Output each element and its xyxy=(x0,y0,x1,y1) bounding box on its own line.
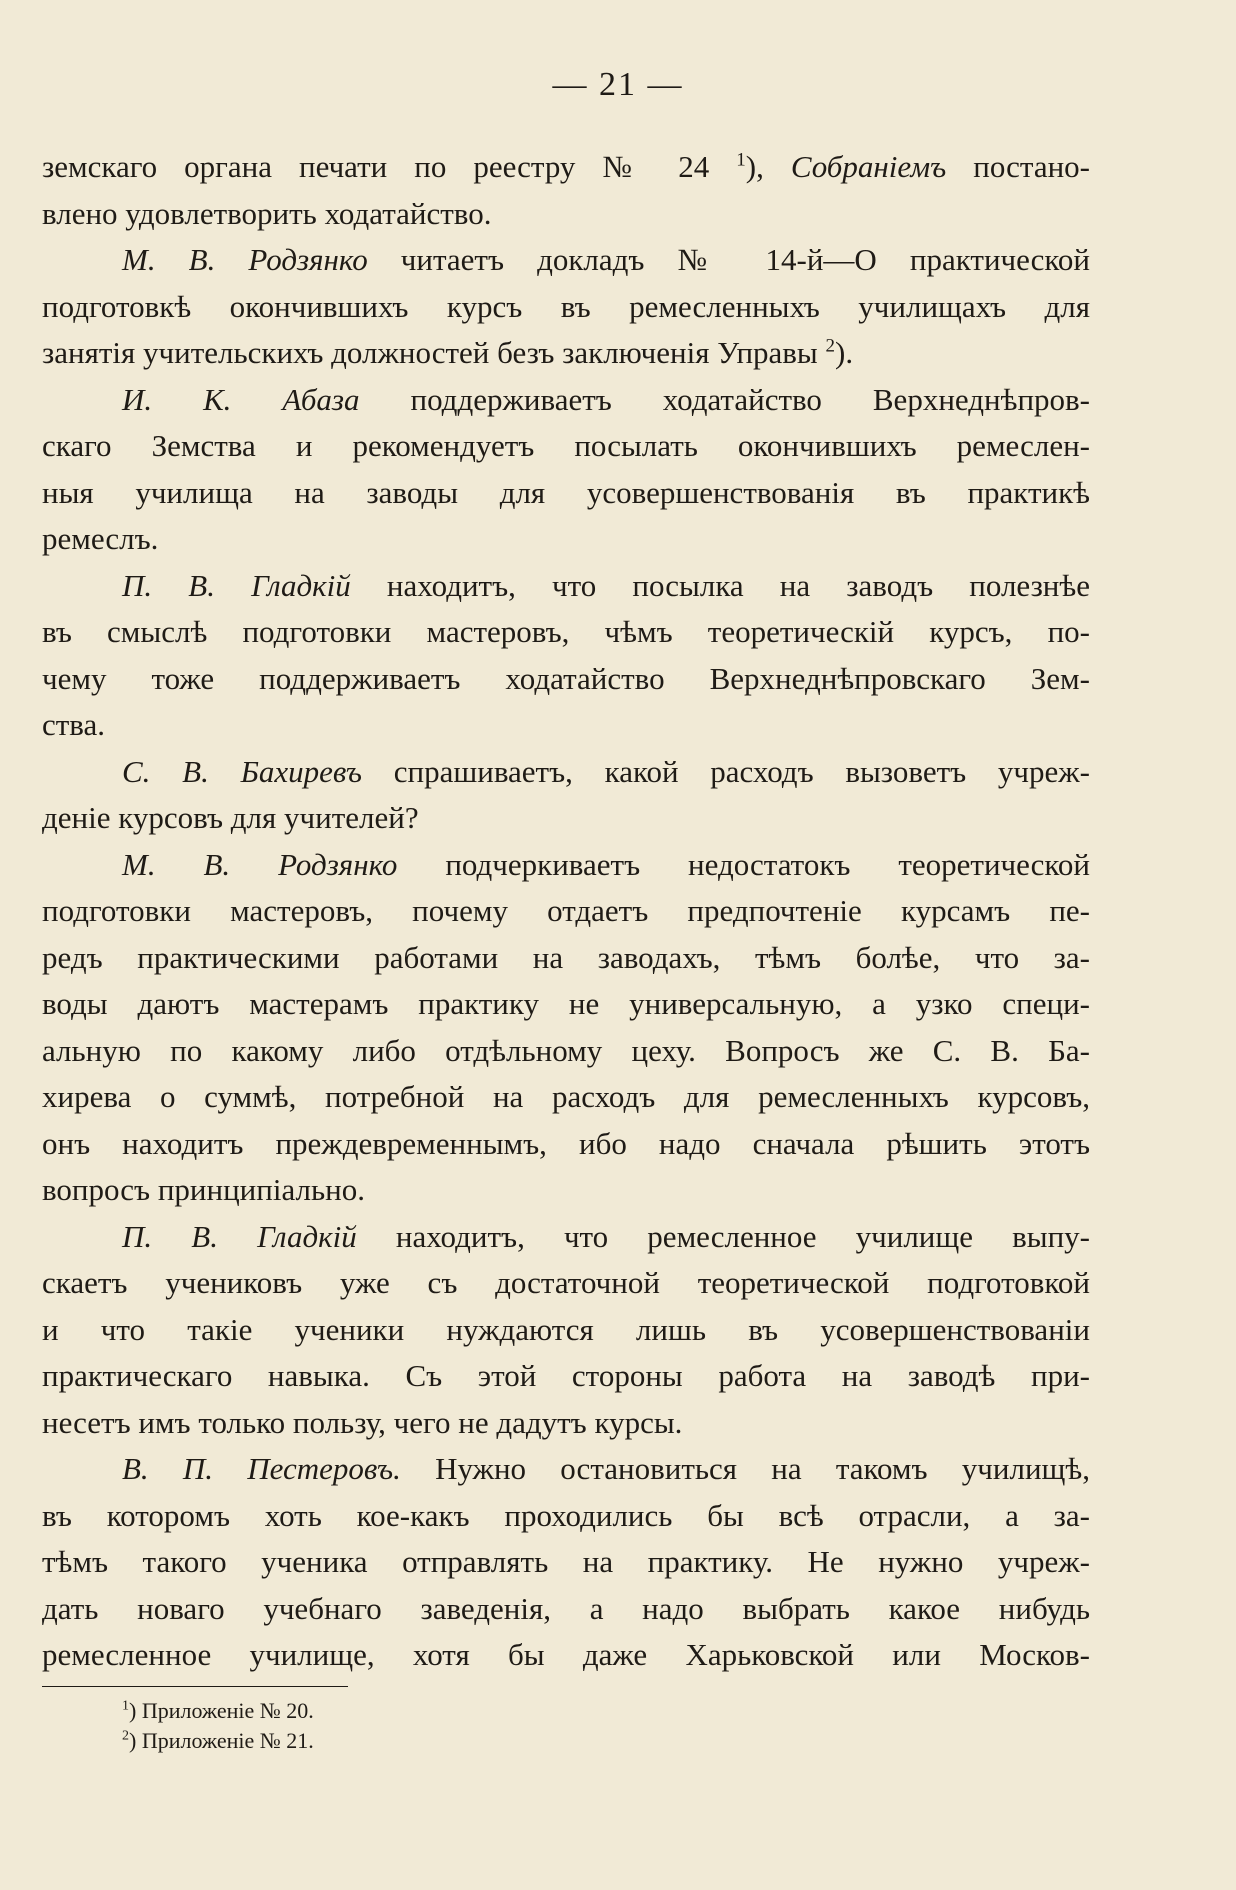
footnote xyxy=(122,1726,314,1756)
footnote-mark: 1 xyxy=(122,1698,129,1714)
text-line xyxy=(42,1400,1090,1447)
line-text: хирева о суммѣ, потребной на расходъ для ремесленныхъ курсовъ, xyxy=(42,1079,1090,1114)
speaker-name: М. В. Родзянко xyxy=(122,242,368,277)
text-line xyxy=(42,749,1090,796)
text-line xyxy=(42,423,1090,470)
footnote-mark: 2 xyxy=(122,1728,129,1744)
footnote-ref: 2 xyxy=(825,335,836,357)
line-text: скаго Земства и рекомендуетъ посылать окончившихъ ремеслен- xyxy=(42,428,1090,463)
line-text: онъ находитъ преждевременнымъ, ибо надо сначала рѣшить этотъ xyxy=(42,1125,1090,1161)
line-text: ремеслъ. xyxy=(42,521,159,556)
text-line xyxy=(42,1307,1090,1354)
text-line xyxy=(42,609,1090,656)
line-text: земскаго органа печати по реестру № 24 xyxy=(42,149,737,184)
line-text: ). xyxy=(835,335,854,370)
text-line xyxy=(42,237,1090,284)
footnote-ref: 1 xyxy=(736,149,746,171)
line-text: ства. xyxy=(42,707,106,742)
text-line xyxy=(42,191,1090,238)
text-line xyxy=(42,1260,1090,1307)
line-text: тѣмъ такого ученика отправлять на практику. Не нужно учреж- xyxy=(42,1544,1090,1579)
text-line xyxy=(42,795,1090,842)
line-text: деніе курсовъ для учителей? xyxy=(42,800,419,835)
line-text: альную по какому либо отдѣльному цеху. Вопросъ же С. В. Ба- xyxy=(42,1032,1090,1068)
text-line xyxy=(42,1028,1090,1075)
speaker-name: М. В. Родзянко xyxy=(122,846,398,882)
text-line xyxy=(42,284,1090,331)
line-text: читаетъ докладъ № 14-й—О практической xyxy=(367,242,1090,277)
text-line xyxy=(42,1632,1090,1679)
line-text: воды даютъ мастерамъ практику не универсальную, а узко специ- xyxy=(42,986,1090,1021)
line-text: редъ практическими работами на заводахъ, тѣмъ болѣе, что за- xyxy=(42,939,1090,975)
line-text: скаетъ учениковъ уже съ достаточной теоретической подготовкой xyxy=(42,1265,1090,1300)
footnote-text: ) Приложеніе № 21. xyxy=(129,1728,314,1753)
page-number: — 21 — xyxy=(552,66,684,103)
text-line xyxy=(42,935,1090,982)
line-text: спрашиваетъ, какой расходъ вызоветъ учреж- xyxy=(362,753,1090,789)
line-text: практическаго навыка. Съ этой стороны работа на заводѣ при- xyxy=(42,1358,1090,1393)
text-line xyxy=(42,1493,1090,1540)
line-text: подготовкѣ окончившихъ курсъ въ ремесленныхъ училищахъ для xyxy=(42,288,1090,324)
footnote xyxy=(122,1696,314,1726)
text-line xyxy=(42,563,1090,610)
text-line xyxy=(42,1214,1090,1261)
line-text: подготовки мастеровъ, почему отдаетъ предпочтеніе курсамъ пе- xyxy=(42,893,1090,928)
speaker-name: И. К. Абаза xyxy=(122,381,360,417)
footnotes xyxy=(122,1696,314,1756)
footnote-rule xyxy=(42,1686,348,1687)
line-text: поддерживаетъ ходатайство Верхнеднѣпров- xyxy=(359,381,1090,417)
text-line xyxy=(42,842,1090,889)
speaker-name: П. В. Гладкій xyxy=(122,567,351,603)
line-text: вопросъ принципіально. xyxy=(42,1172,365,1207)
line-text: находитъ, что посылка на заводъ полезнѣе xyxy=(350,567,1090,603)
speaker-name: В. П. Пестеровъ. xyxy=(122,1451,401,1486)
line-text: въ которомъ хоть кое-какъ проходились бы всѣ отрасли, а за- xyxy=(42,1497,1090,1533)
speaker-name: П. В. Гладкій xyxy=(122,1218,357,1254)
text-line xyxy=(42,470,1090,517)
line-text: ремесленное училище, хотя бы даже Харьковской или Москов- xyxy=(42,1637,1090,1672)
line-text: занятія учительскихъ должностей безъ заключенія Управы xyxy=(42,335,826,370)
line-text: несетъ имъ только пользу, чего не дадутъ курсы. xyxy=(42,1404,683,1440)
line-text: чему тоже поддерживаетъ ходатайство Верхнеднѣпровскаго Зем- xyxy=(42,660,1090,696)
line-text: ), xyxy=(745,149,791,184)
text-line xyxy=(42,1446,1090,1493)
text-line xyxy=(42,888,1090,935)
text-line xyxy=(42,981,1090,1028)
line-text: находитъ, что ремесленное училище выпу- xyxy=(356,1218,1091,1254)
text-line xyxy=(42,1121,1090,1168)
body-text xyxy=(42,144,1090,1679)
text-line xyxy=(42,1586,1090,1633)
text-line xyxy=(42,702,1090,749)
line-text: подчеркиваетъ недостатокъ теоретической xyxy=(397,846,1090,882)
line-text: и что такіе ученики нуждаются лишь въ усовершенствованіи xyxy=(42,1311,1090,1347)
speaker-name: С. В. Бахиревъ xyxy=(122,753,363,789)
line-text: дать новаго учебнаго заведенія, а надо выбрать какое нибудь xyxy=(42,1590,1090,1626)
line-text: въ смыслѣ подготовки мастеровъ, чѣмъ теоретическій курсъ, по- xyxy=(42,614,1090,649)
text-line xyxy=(42,1074,1090,1121)
line-text: ныя училища на заводы для усовершенствованія въ практикѣ xyxy=(42,474,1090,510)
text-line xyxy=(42,1167,1090,1214)
line-text: постано- xyxy=(946,149,1090,184)
text-line xyxy=(42,656,1090,703)
text-line xyxy=(42,1539,1090,1586)
footnote-text: ) Приложеніе № 20. xyxy=(129,1698,314,1723)
text-line xyxy=(42,377,1090,424)
text-line xyxy=(42,516,1090,563)
text-line xyxy=(42,144,1090,191)
speaker-name: Собраніемъ xyxy=(790,149,947,184)
line-text: влено удовлетворить ходатайство. xyxy=(42,195,492,231)
line-text: Нужно остановиться на такомъ училищѣ, xyxy=(400,1451,1090,1486)
text-line xyxy=(42,330,1090,377)
text-line xyxy=(42,1353,1090,1400)
